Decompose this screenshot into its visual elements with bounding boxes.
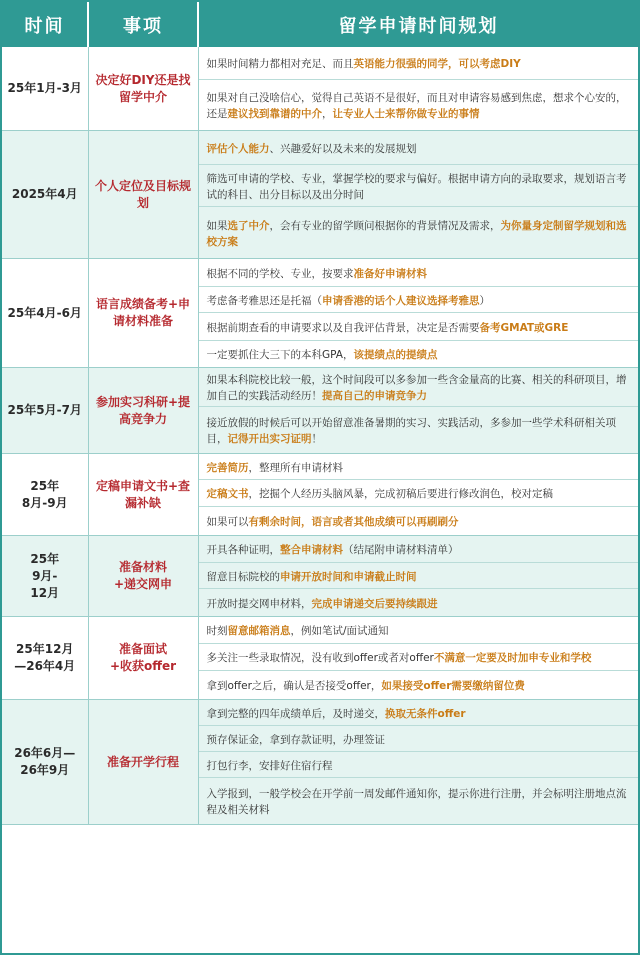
detail-text: 考虑备考雅思还是托福（ [206, 294, 322, 307]
timeline-row [2, 700, 638, 825]
detail-line [199, 80, 639, 130]
highlight-text: 完成申请递交后要持续跟进 [311, 597, 438, 610]
highlight-text: 换取无条件offer [385, 707, 466, 720]
timeline-table [2, 2, 638, 825]
timeline-row [2, 368, 638, 454]
highlight-text: 提高自己的申请竞争力 [322, 390, 427, 402]
row-time: 25年5月-7月 [2, 368, 88, 454]
detail-line [199, 644, 639, 671]
header-item: 事项 [88, 2, 198, 47]
detail-line [199, 207, 639, 258]
highlight-text: 选了中介 [227, 219, 270, 232]
row-item: 语言成绩备考+申请材料准备 [88, 259, 198, 368]
detail-line [199, 47, 639, 80]
detail-text: 筛选可申请的学校、专业，掌握学校的要求与偏好。根据申请方向的录取要求，规划语言考试的科目、出分目标以及出分时间 [206, 172, 627, 201]
detail-line [199, 341, 639, 367]
detail-text: ） [479, 294, 490, 307]
highlight-text: 如果接受offer需要缴纳留位费 [381, 680, 525, 692]
highlight-text: 申请开放时间和申请截止时间 [280, 570, 417, 583]
detail-text: ， [322, 108, 333, 120]
detail-line [199, 313, 639, 341]
detail-text: 时刻 [206, 625, 228, 637]
header-row [2, 2, 638, 47]
highlight-text: 建议找到靠谱的中介 [227, 108, 322, 120]
highlight-text: 准备好申请材料 [353, 267, 427, 280]
detail-line [199, 507, 639, 535]
detail-text: 接近放假的时候后可以开始留意准备暑期的实习、实践活动，多参加一些学术科研相关项目， [206, 417, 616, 445]
row-time: 25年 9月- 12月 [2, 536, 88, 617]
detail-line [199, 480, 639, 507]
timeline-row [2, 259, 638, 368]
detail-line [199, 563, 639, 589]
detail-text: 根据前期查看的申请要求以及自我评估背景，决定是否需要 [206, 321, 480, 334]
row-time: 2025年4月 [2, 131, 88, 259]
detail-line [199, 700, 639, 726]
row-item: 准备开学行程 [88, 700, 198, 825]
highlight-text: 记得开出实习证明 [227, 433, 312, 445]
detail-line [199, 671, 639, 699]
row-details [198, 259, 638, 368]
detail-line [199, 617, 639, 644]
detail-line [199, 259, 639, 287]
row-details [198, 47, 638, 131]
timeline-row [2, 536, 638, 617]
detail-line [199, 726, 639, 752]
row-item: 个人定位及目标规划 [88, 131, 198, 259]
detail-line [199, 778, 639, 824]
row-time: 26年6月— 26年9月 [2, 700, 88, 825]
detail-line [199, 131, 639, 165]
detail-line [199, 752, 639, 778]
highlight-text: 让专业人士来帮你做专业的事情 [332, 108, 480, 120]
row-details [198, 368, 638, 454]
highlight-text: 评估个人能力 [206, 142, 270, 155]
timeline-row [2, 617, 638, 700]
row-time: 25年 8月-9月 [2, 454, 88, 536]
detail-text: 预存保证金，拿到存款证明，办理签证 [206, 733, 385, 746]
header-plan: 留学申请时间规划 [198, 2, 638, 47]
row-details [198, 131, 638, 259]
detail-text: ，挖掘个人经历头脑风暴，完成初稿后要进行修改润色，校对定稿 [248, 488, 553, 500]
timeline-row [2, 47, 638, 131]
detail-line [199, 536, 639, 563]
detail-text: 如果对自己没啥信心，觉得自己英语不是很好，而且对申请容易感到焦虑，想求个心安的，还是 [206, 92, 627, 120]
detail-text: 如果时间精力都相对充足、而且 [206, 58, 354, 70]
highlight-text: 为你量身定制留学规划和选校方案 [206, 219, 627, 248]
detail-line [199, 165, 639, 207]
highlight-text: 备考GMAT或GRE [479, 321, 569, 334]
row-details [198, 617, 638, 700]
detail-text: 开具各种证明， [206, 544, 280, 556]
highlight-text: ，可以考虑DIY [448, 58, 521, 70]
header-time: 时间 [2, 2, 88, 47]
detail-text: ，例如笔试/面试通知 [290, 625, 389, 637]
detail-line [199, 368, 639, 407]
detail-text: 打包行李，安排好住宿行程 [206, 759, 333, 772]
detail-text: 如果 [206, 219, 228, 232]
row-item: 准备面试 +收获offer [88, 617, 198, 700]
detail-text: 、兴趣爱好以及未来的发展规划 [269, 142, 417, 155]
row-details [198, 536, 638, 617]
detail-text: （结尾附申请材料清单） [343, 544, 459, 556]
detail-text: ！ [311, 433, 322, 445]
highlight-text: 该提绩点的提绩点 [353, 349, 438, 361]
detail-line [199, 407, 639, 453]
detail-text: 如果本科院校比较一般，这个时间段可以多参加一些含金量高的比赛、相关的科研项目，增加自己的实践活动经历！ [206, 374, 627, 402]
detail-text: 拿到offer之后，确认是否接受offer， [206, 680, 382, 692]
row-time: 25年12月 —26年4月 [2, 617, 88, 700]
detail-line [199, 454, 639, 480]
detail-text: 多关注一些录取情况，没有收到offer或者对offer [206, 652, 434, 664]
highlight-text: 完善简历 [206, 461, 249, 474]
highlight-text: 留意邮箱消息 [227, 625, 291, 637]
detail-text: ，会有专业的留学顾问根据你的背景情况及需求， [269, 219, 501, 232]
detail-line [199, 287, 639, 313]
detail-text: 拿到完整的四年成绩单后，及时递交， [206, 707, 385, 720]
highlight-text: 英语能力很强的同学 [353, 58, 448, 70]
detail-text: 入学报到，一般学校会在开学前一周发邮件通知你，提示你进行注册，并会标明注册地点流程及相关材料 [206, 788, 627, 816]
row-details [198, 700, 638, 825]
row-time: 25年1月-3月 [2, 47, 88, 131]
detail-text: ，整理所有申请材料 [248, 461, 343, 474]
detail-text: 一定要抓住大三下的本科GPA， [206, 349, 354, 361]
row-item: 参加实习科研+提高竞争力 [88, 368, 198, 454]
detail-text: 如果可以 [206, 516, 249, 528]
timeline-row [2, 454, 638, 536]
highlight-text: 整合申请材料 [280, 544, 343, 556]
row-item: 决定好DIY还是找留学中介 [88, 47, 198, 131]
timeline-row [2, 131, 638, 259]
detail-text: 开放时提交网申材料， [206, 597, 312, 610]
row-details [198, 454, 638, 536]
detail-text: 留意目标院校的 [206, 570, 280, 583]
row-item: 准备材料 +递交网申 [88, 536, 198, 617]
detail-line [199, 589, 639, 616]
highlight-text: 定稿文书 [206, 488, 249, 500]
highlight-text: 不满意一定要及时加申专业和学校 [433, 652, 592, 664]
row-time: 25年4月-6月 [2, 259, 88, 368]
highlight-text: 申请香港的话个人建议选择考雅思 [322, 294, 480, 307]
highlight-text: 有剩余时间，语言或者其他成绩可以再刷刷分 [248, 516, 459, 528]
row-item: 定稿申请文书+查漏补缺 [88, 454, 198, 536]
detail-text: 根据不同的学校、专业，按要求 [206, 267, 354, 280]
